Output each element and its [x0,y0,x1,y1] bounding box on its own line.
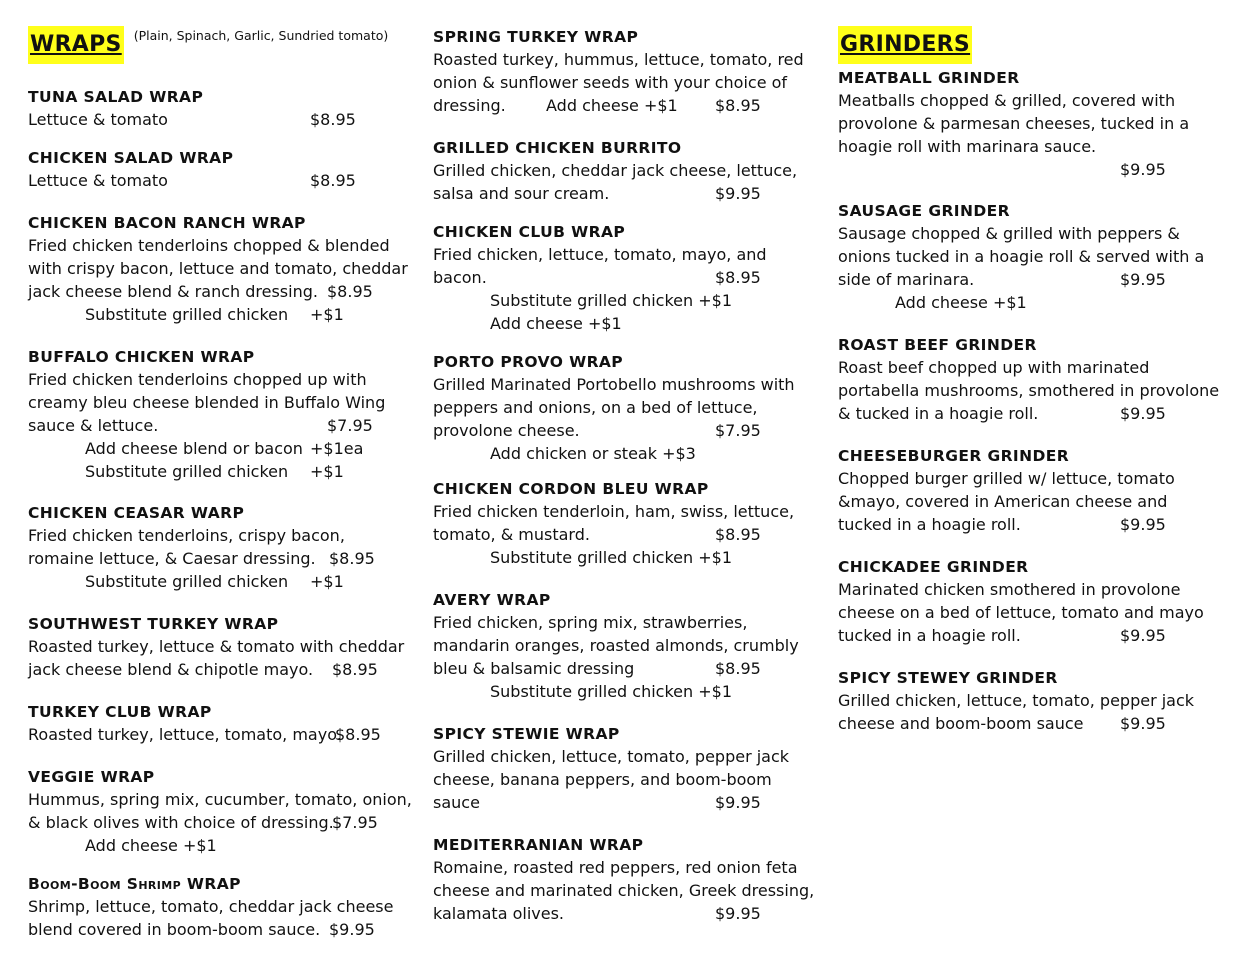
item-option: Substitute grilled chicken [85,572,289,591]
menu-item [838,445,1230,536]
item-name: VEGGIE WRAP [28,768,155,786]
item-option: Substitute grilled chicken [85,305,289,324]
item-option: Substitute grilled chicken [85,462,289,481]
menu-item [28,147,420,192]
item-description: tomato, & mustard. [433,525,590,544]
option-price: +$1 [310,572,344,591]
item-price: $8.95 [715,525,761,544]
menu-item [28,613,420,681]
item-name: CHEESEBURGER GRINDER [838,447,1070,465]
item-name: MEDITERRANIAN WRAP [433,836,644,854]
item-price: $8.95 [327,282,373,301]
item-description: Hummus, spring mix, cucumber, tomato, onion, [28,790,412,809]
option-price: +$1ea [310,439,364,458]
menu-item [838,67,1230,181]
option-price: +$1 [310,462,344,481]
item-name: CHICKEN CORDON BLEU WRAP [433,480,709,498]
wraps-wrap-types: (Plain, Spinach, Garlic, Sundried tomato) [133,28,389,43]
item-name: SOUTHWEST TURKEY WRAP [28,615,279,633]
item-description: side of marinara. [838,270,975,289]
item-description: Grilled chicken, cheddar jack cheese, lettuce, [433,161,798,180]
item-price: $8.95 [329,549,375,568]
item-price: $8.95 [715,659,761,678]
item-option: Add cheese +$1 [546,96,678,115]
item-description: tucked in a hoagie roll. [838,626,1021,645]
item-option: Add chicken or steak +$3 [490,444,696,463]
item-name: MEATBALL GRINDER [838,69,1020,87]
item-name: TUNA SALAD WRAP [28,88,204,106]
item-name: CHICKEN CLUB WRAP [433,223,626,241]
item-name: SPICY STEWEY GRINDER [838,669,1058,687]
item-description: & tucked in a hoagie roll. [838,404,1039,423]
menu-item [28,873,420,941]
item-description: Grilled chicken, lettuce, tomato, pepper jack [838,691,1195,710]
item-description: & black olives with choice of dressing. [28,813,334,832]
menu-item [28,346,420,483]
menu-item [433,723,825,814]
item-description: bleu & balsamic dressing [433,659,635,678]
item-price: $8.95 [310,171,356,190]
item-description: Lettuce & tomato [28,171,168,190]
menu-item [433,351,825,465]
item-description: Lettuce & tomato [28,110,168,129]
menu-item [433,589,825,703]
menu-item [28,502,420,593]
menu-item [28,86,420,131]
item-description: Roasted turkey, lettuce & tomato with cheddar [28,637,405,656]
item-option: Substitute grilled chicken +$1 [490,548,732,567]
item-description: Grilled chicken, lettuce, tomato, pepper jack [433,747,790,766]
item-option: Substitute grilled chicken +$1 [490,682,732,701]
item-description: salsa and sour cream. [433,184,610,203]
item-name: GRILLED CHICKEN BURRITO [433,139,682,157]
menu-item [838,667,1230,735]
item-name: TURKEY CLUB WRAP [28,703,212,721]
item-price: $9.95 [1120,714,1166,733]
item-description: provolone cheese. [433,421,580,440]
option-price: +$1 [310,305,344,324]
item-option: Add cheese +$1 [85,836,217,855]
item-description: Meatballs chopped & grilled, covered with [838,91,1176,110]
item-price: $9.95 [1120,626,1166,645]
item-name: BUFFALO CHICKEN WRAP [28,348,255,366]
item-description: Fried chicken tenderloins, crispy bacon, [28,526,345,545]
item-description: hoagie roll with marinara sauce. [838,137,1097,156]
item-description: peppers and onions, on a bed of lettuce, [433,398,758,417]
item-price: $9.95 [715,184,761,203]
item-name: CHICKEN SALAD WRAP [28,149,234,167]
menu-item [838,200,1230,314]
menu-item [28,766,420,857]
item-description: Roasted turkey, hummus, lettuce, tomato, red [433,50,804,69]
menu-item [433,834,825,925]
item-description: provolone & parmesan cheeses, tucked in a [838,114,1190,133]
menu-item [838,334,1230,425]
menu-item [28,701,420,746]
item-description: onions tucked in a hoagie roll & served with a [838,247,1205,266]
item-description: kalamata olives. [433,904,565,923]
item-price: $9.95 [329,920,375,939]
item-name: CHICKEN BACON RANCH WRAP [28,214,306,232]
item-description: Romaine, roasted red peppers, red onion feta [433,858,798,877]
item-description: portabella mushrooms, smothered in provolone [838,381,1220,400]
item-name: CHICKEN CEASAR WARP [28,504,245,522]
item-price: $9.95 [1120,160,1166,179]
item-name: ROAST BEEF GRINDER [838,336,1037,354]
item-description: romaine lettuce, & Caesar dressing. [28,549,316,568]
item-description: dressing. [433,96,506,115]
item-price: $8.95 [332,660,378,679]
item-price: $7.95 [715,421,761,440]
item-price: $7.95 [327,416,373,435]
item-option: Add cheese +$1 [895,293,1027,312]
item-description: Fried chicken, lettuce, tomato, mayo, and [433,245,767,264]
item-name: Boom-Boom Shrimp WRAP [28,875,241,893]
item-description: Fried chicken tenderloins chopped up with [28,370,367,389]
item-description: blend covered in boom-boom sauce. [28,920,321,939]
item-name: SAUSAGE GRINDER [838,202,1010,220]
item-name: PORTO PROVO WRAP [433,353,624,371]
item-price: $9.95 [1120,404,1166,423]
item-price: $9.95 [715,793,761,812]
item-option: Add cheese blend or bacon [85,439,303,458]
item-description: bacon. [433,268,487,287]
item-description: cheese and boom-boom sauce [838,714,1084,733]
item-description: creamy bleu cheese blended in Buffalo Wing [28,393,386,412]
item-description: mandarin oranges, roasted almonds, crumbly [433,636,799,655]
item-description: Roasted turkey, lettuce, tomato, mayo. [28,725,342,744]
item-description: Roast beef chopped up with marinated [838,358,1150,377]
item-description: sauce & lettuce. [28,416,159,435]
grinders-header [838,26,972,64]
item-description: Fried chicken tenderloin, ham, swiss, lettuce, [433,502,795,521]
item-description: tucked in a hoagie roll. [838,515,1021,534]
item-description: jack cheese blend & ranch dressing. [28,282,318,301]
item-description: cheese on a bed of lettuce, tomato and mayo [838,603,1204,622]
item-option: Add cheese +$1 [490,314,622,333]
item-price: $8.95 [335,725,381,744]
wraps-header [28,26,388,64]
item-option: Substitute grilled chicken +$1 [490,291,732,310]
wraps-title: WRAPS [28,26,124,64]
item-description: sauce [433,793,480,812]
item-name: CHICKADEE GRINDER [838,558,1029,576]
item-description: onion & sunflower seeds with your choice of [433,73,788,92]
item-description: Marinated chicken smothered in provolone [838,580,1181,599]
item-description: cheese and marinated chicken, Greek dressing, [433,881,815,900]
item-price: $8.95 [715,268,761,287]
item-price: $7.95 [332,813,378,832]
menu-item [28,212,420,326]
item-description: Fried chicken tenderloins chopped & blended [28,236,390,255]
menu-item [433,221,825,335]
item-description: &mayo, covered in American cheese and [838,492,1168,511]
item-description: with crispy bacon, lettuce and tomato, cheddar [28,259,408,278]
item-description: Sausage chopped & grilled with peppers & [838,224,1180,243]
menu-item [433,478,825,569]
item-description: jack cheese blend & chipotle mayo. [28,660,314,679]
menu-item [433,137,825,205]
item-price: $8.95 [310,110,356,129]
item-price: $9.95 [1120,270,1166,289]
grinders-title: GRINDERS [838,26,972,64]
item-price: $8.95 [715,96,761,115]
item-name: AVERY WRAP [433,591,551,609]
menu-item [433,26,825,117]
item-description: Grilled Marinated Portobello mushrooms with [433,375,795,394]
item-description: cheese, banana peppers, and boom-boom [433,770,772,789]
item-price: $9.95 [1120,515,1166,534]
item-description: Shrimp, lettuce, tomato, cheddar jack cheese [28,897,394,916]
item-description: Fried chicken, spring mix, strawberries, [433,613,748,632]
item-price: $9.95 [715,904,761,923]
menu-item [838,556,1230,647]
item-description: Chopped burger grilled w/ lettuce, tomato [838,469,1175,488]
item-name: SPRING TURKEY WRAP [433,28,639,46]
item-name: SPICY STEWIE WRAP [433,725,620,743]
